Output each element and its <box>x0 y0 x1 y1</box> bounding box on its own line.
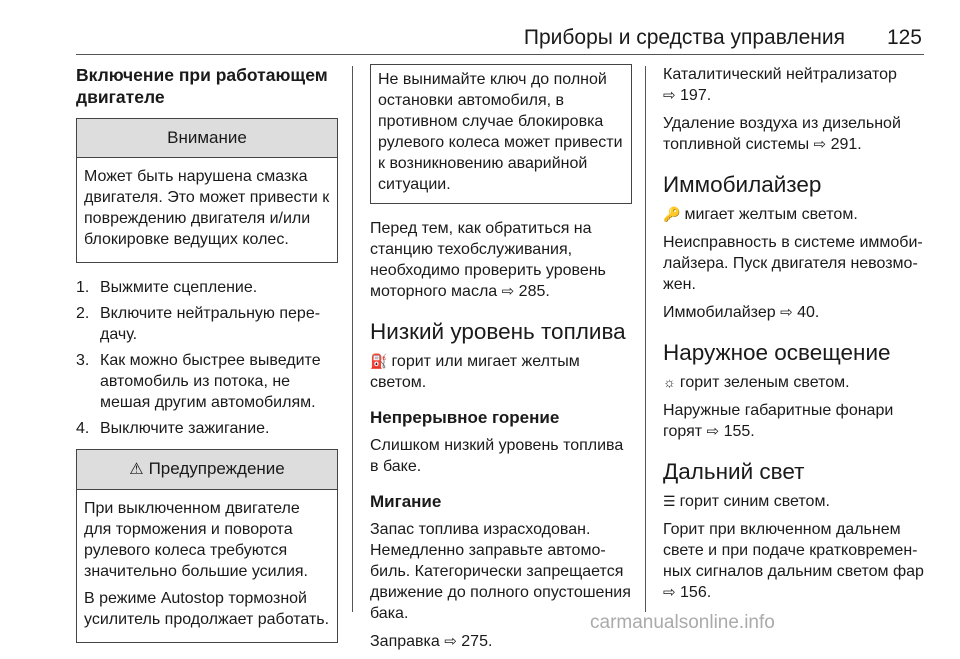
section-heading: Включение при работающем двигателе <box>76 65 328 107</box>
page-ref-arrow-icon: ⇨ <box>706 423 720 440</box>
page-ref-arrow-icon: ⇨ <box>663 584 676 601</box>
caution-text: Может быть нарушена смазка двигателя. Это может привести к повреждению двигателя и/или блокировке ведущих колес. <box>84 168 330 248</box>
immobilizer-ref: Иммобилайзер ⇨ 40. <box>663 304 820 321</box>
warning-text-2: В режиме Autostop тормозной усилитель продолжает работать. <box>84 590 330 628</box>
intro-paragraph: Перед тем, как обратиться на станцию техобслуживания, необходимо проверить уровень моторного масла ⇨ 285. <box>370 220 606 300</box>
high-beam-icon: ☰ <box>663 493 676 509</box>
page-number: 125 <box>886 26 922 49</box>
fuel-heading: Низкий уровень топлива <box>370 319 626 344</box>
column-divider-1 <box>352 66 353 612</box>
warning-box <box>76 449 338 643</box>
immobilizer-fault: Неисправность в системе иммобилайзера. Пуск двигателя невозможен. <box>663 234 923 293</box>
warning-box-continued <box>370 64 632 204</box>
high-beam-heading: Дальний свет <box>663 459 805 484</box>
exterior-lights-status: ☼ горит зеленым светом. <box>663 374 850 391</box>
warning-triangle-icon: ⚠ <box>129 461 144 478</box>
catalytic-ref: Каталитический нейтрализатор ⇨ 197. <box>663 66 897 104</box>
warning-title: Предупреждение <box>148 459 285 478</box>
blink-heading: Мигание <box>370 492 442 511</box>
list-item: 2. Включите нейтральную передачу. <box>76 305 321 343</box>
high-beam-status: ☰ горит синим светом. <box>663 493 830 510</box>
watermark: carmanualsonline.info <box>590 612 775 633</box>
header-rule <box>76 54 924 55</box>
diesel-ref: Удаление воздуха из дизельной топливной системы ⇨ 291. <box>663 115 901 153</box>
steady-text: Слишком низкий уровень топлива в баке. <box>370 437 624 475</box>
high-beam-desc: Горит при включенном дальнем свете и при подаче кратковременных сигналов дальним светом фар ⇨ 156. <box>663 521 924 601</box>
warning-title-bar <box>77 450 337 490</box>
immobilizer-heading: Иммобилайзер <box>663 172 822 197</box>
column-1 <box>76 64 338 643</box>
refuel-ref: Заправка ⇨ 275. <box>370 633 493 650</box>
caution-title: Внимание <box>77 119 337 158</box>
page-ref-arrow-icon: ⇨ <box>444 633 457 650</box>
page-ref-arrow-icon: ⇨ <box>501 283 515 300</box>
blink-text: Запас топлива израсходован. Немедленно заправьте автомобиль. Категорически запрещается движение до полного опустошения бака. <box>370 521 631 622</box>
immobilizer-icon: 🔑 <box>663 206 681 222</box>
warning-continued-text: Не вынимайте ключ до полной остановки автомобиля, в противном случае блокировка рулевого колеса может привести к возникновению аварийной ситуации. <box>378 71 623 193</box>
page-ref-arrow-icon: ⇨ <box>780 304 793 321</box>
steps-list <box>76 277 338 439</box>
steady-heading: Непрерывное горение <box>370 408 560 427</box>
list-item: 3. Как можно быстрее выведите автомобиль из потока, не мешая другим автомобилям. <box>76 352 321 411</box>
side-lights-icon: ☼ <box>663 374 676 390</box>
page-header <box>0 0 960 56</box>
fuel-pump-icon: ⛽ <box>370 353 388 369</box>
page-ref-arrow-icon: ⇨ <box>663 87 676 104</box>
column-3 <box>663 64 925 610</box>
exterior-lights-desc: Наружные габаритные фонари горят ⇨ 155. <box>663 402 894 440</box>
page-ref-arrow-icon: ⇨ <box>813 136 827 153</box>
list-item: 1. Выжмите сцепление. <box>76 279 258 296</box>
column-divider-2 <box>645 66 646 612</box>
column-2 <box>370 64 632 659</box>
list-item: 4. Выключите зажигание. <box>76 420 270 437</box>
caution-box <box>76 118 338 263</box>
immobilizer-status: 🔑 мигает желтым светом. <box>663 206 858 223</box>
running-title: Приборы и средства управления <box>523 26 845 49</box>
fuel-status: ⛽ горит или мигает желтым светом. <box>370 353 580 391</box>
exterior-lights-heading: Наружное освещение <box>663 340 891 365</box>
warning-text-1: При выключенном двигателе для торможения и поворота рулевого колеса требуются значительно большие усилия. <box>84 500 308 580</box>
